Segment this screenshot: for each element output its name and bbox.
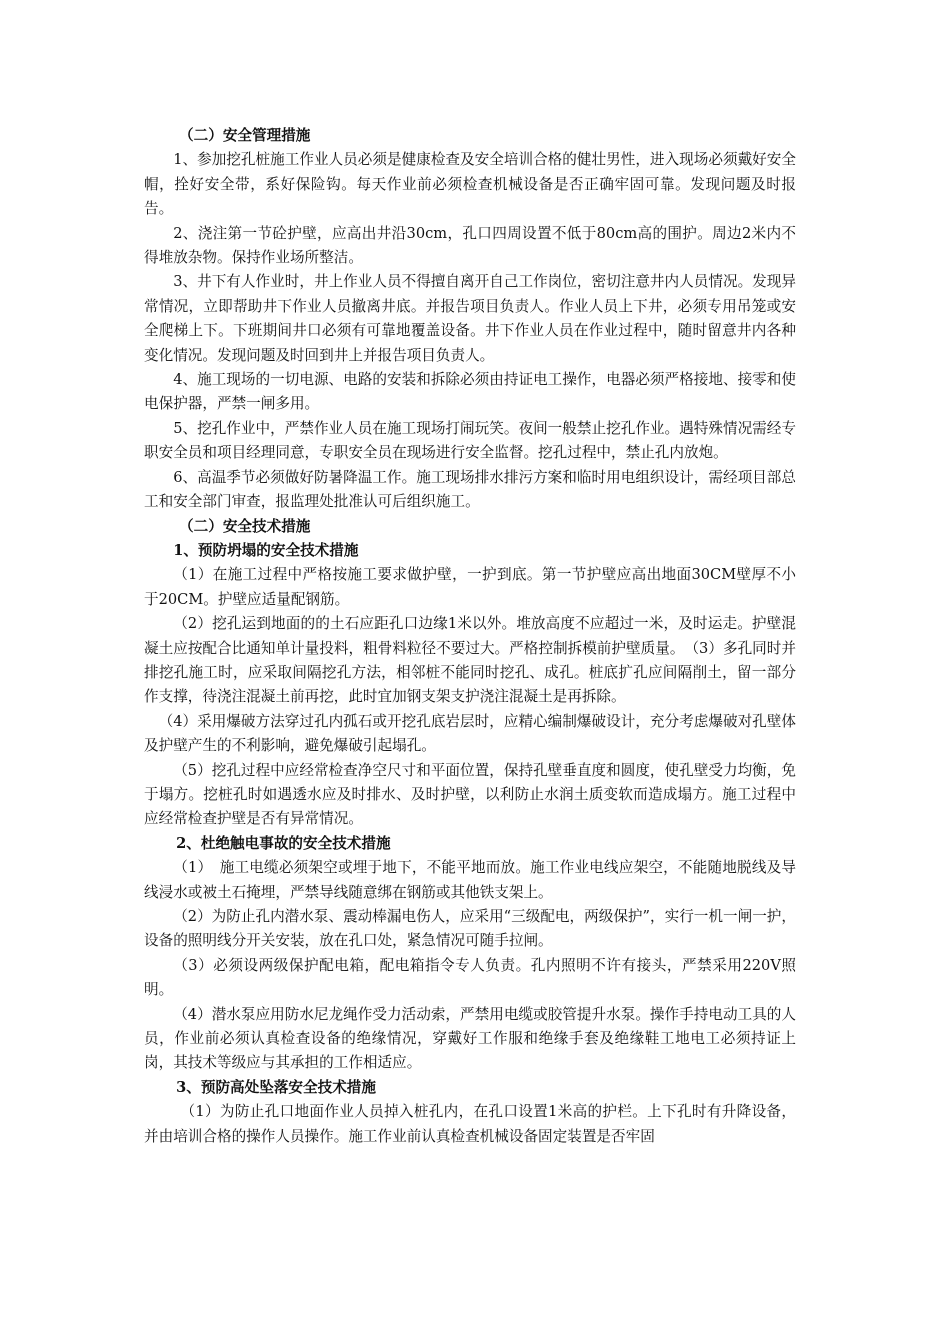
- paragraph-6: 6、高温季节必须做好防暑降温工作。施工现场排水排污方案和临时用电组织设计，需经项目部总工和安全部门审查，报监理处批准认可后组织施工。: [144, 468, 796, 511]
- collapse-item-4: （4）采用爆破方法穿过孔内孤石或开挖孔底岩层时，应精心编制爆破设计，充分考虑爆破对孔壁体及护壁产生的不利影响，避免爆破引起塌孔。: [144, 712, 796, 755]
- subheading-collapse-prevention: 1、预防坍塌的安全技术措施: [173, 541, 359, 559]
- section-heading-management: （二）安全管理措施: [179, 127, 311, 144]
- collapse-item-1: （1）在施工过程中严格按施工要求做护壁，一护到底。第一节护壁应高出地面30CM壁厚不小于20CM。护壁应适量配钢筋。: [144, 566, 796, 608]
- subheading-fall-prevention: 3、预防高处坠落安全技术措施: [176, 1078, 376, 1096]
- fall-item-1: （1）为防止孔口地面作业人员掉入桩孔内，在孔口设置1米高的护栏。上下孔时有升降设备，并由培训合格的操作人员操作。施工作业前认真检查机械设备固定装置是否牢固: [144, 1103, 796, 1145]
- paragraph-1: 1、参加挖孔桩施工作业人员必须是健康检查及安全培训合格的健壮男性，进入现场必须戴好安全帽，拴好安全带，系好保险钩。每天作业前必须检查机械设备是否正确牢固可靠。发现问题及时报告。: [144, 151, 796, 218]
- paragraph-2: 2、浇注第一节砼护壁，应高出井沿30cm，孔口四周设置不低于80cm高的围护。周边2米内不得堆放杂物。保持作业场所整洁。: [144, 224, 796, 267]
- electric-item-2: （2）为防止孔内潜水泵、震动棒漏电伤人，应采用“三级配电，两级保护”，实行一机一闸一护，设备的照明线分开关安装，放在孔口处，紧急情况可随手拉闸。: [144, 908, 796, 950]
- electric-item-4: （4）潜水泵应用防水尼龙绳作受力活动索，严禁用电缆或胶管提升水泵。操作手持电动工具的人员，作业前必须认真检查设备的绝缘情况，穿戴好工作服和绝缘手套及绝缘鞋工地电工必须持证上岗，其技术等级应与其承担的工作相适应。: [144, 1005, 796, 1072]
- paragraph-4: 4、施工现场的一切电源、电路的安装和拆除必须由持证电工操作，电器必须严格接地、接零和使电保护器，严禁一闸多用。: [144, 371, 796, 413]
- electric-item-1: （1） 施工电缆必须架空或埋于地下，不能平地而放。施工作业电线应架空，不能随地脱线及导线浸水或被土石掩埋，严禁导线随意绑在钢筋或其他铁支架上。: [144, 859, 796, 901]
- collapse-item-2-3: （2）挖孔运到地面的的土石应距孔口边缘1米以外。堆放高度不应超过一米，及时运走。护壁混凝土应按配合比通知单计量投料，粗骨料粒径不要过大。严格控制拆模前护壁质量。 （3）多孔同时并排挖孔施工时，应采取间隔挖孔方法，相邻桩不能同时挖孔、成孔。桩底扩孔应间隔削土，留一部分作支撑，待浇注混凝土前再挖，此时宜加钢支架支护浇注混凝土是再拆除。: [144, 615, 796, 706]
- collapse-item-5: （5）挖孔过程中应经常检查净空尺寸和平面位置，保持孔壁垂直度和圆度，使孔壁受力均衡，免于塌方。挖桩孔时如遇透水应及时排水、及时护壁，以利防止水润土质变软而造成塌方。施工过程中应经常检查护壁是否有异常情况。: [144, 761, 796, 828]
- electric-item-3: （3）必须设两级保护配电箱，配电箱指令专人负责。孔内照明不许有接头，严禁采用220V照明。: [144, 956, 796, 999]
- paragraph-5: 5、挖孔作业中，严禁作业人员在施工现场打闹玩笑。夜间一般禁止挖孔作业。遇特殊情况需经专职安全员和项目经理同意，专职安全员在现场进行安全监督。挖孔过程中，禁止孔内放炮。: [144, 419, 796, 462]
- paragraph-3: 3、井下有人作业时，井上作业人员不得擅自离开自己工作岗位，密切注意井内人员情况。发现异常情况，立即帮助井下作业人员撤离井底。并报告项目负责人。作业人员上下井，必须专用吊笼或安全爬梯上下。下班期间井口必须有可靠地覆盖设备。井下作业人员在作业过程中，随时留意井内各种变化情况。发现问题及时回到井上并报告项目负责人。: [144, 273, 796, 364]
- subheading-electric-shock: 2、杜绝触电事故的安全技术措施: [176, 834, 391, 852]
- section-heading-technical: （二）安全技术措施: [179, 517, 311, 535]
